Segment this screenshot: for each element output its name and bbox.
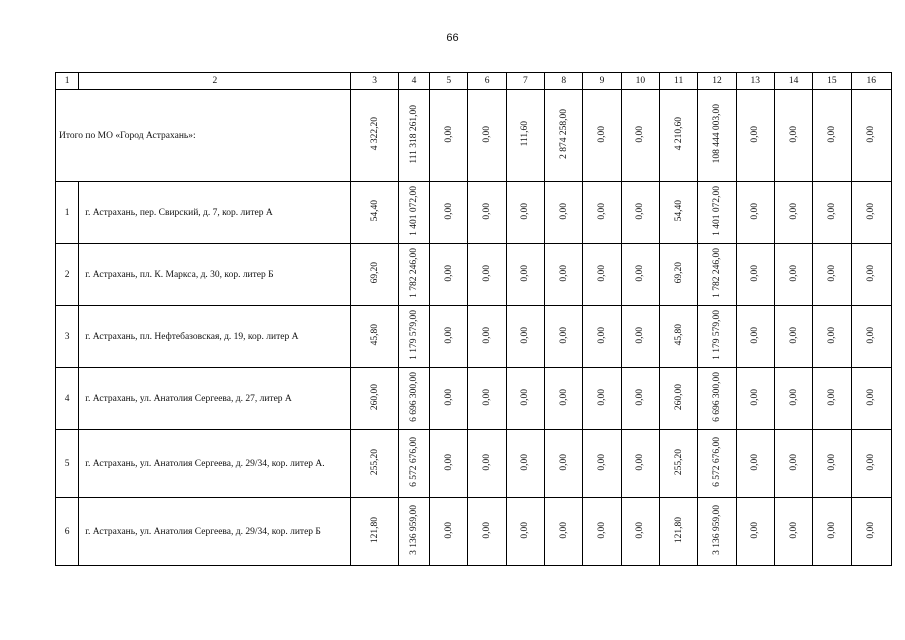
cell-value: 260,00 bbox=[673, 383, 684, 411]
value-cell bbox=[468, 430, 506, 498]
cell-value: 0,00 bbox=[826, 264, 837, 282]
column-number-row bbox=[56, 73, 892, 90]
cell-value: 0,00 bbox=[750, 388, 761, 406]
table-row bbox=[56, 498, 892, 566]
cell-value: 0,00 bbox=[826, 326, 837, 344]
value-cell bbox=[813, 430, 851, 498]
total-value: 111 318 261,00 bbox=[408, 104, 419, 164]
cell-value: 1 401 072,00 bbox=[408, 186, 419, 236]
column-header: 9 bbox=[583, 73, 621, 90]
value-cell bbox=[813, 368, 851, 430]
value-cell bbox=[736, 368, 774, 430]
cell-value: 121,80 bbox=[369, 516, 380, 544]
value-cell bbox=[813, 244, 851, 306]
value-cell bbox=[506, 182, 544, 244]
value-cell bbox=[398, 498, 429, 566]
value-cell bbox=[659, 430, 697, 498]
cell-value: 0,00 bbox=[443, 453, 454, 471]
cell-value: 1 782 246,00 bbox=[711, 248, 722, 298]
value-cell bbox=[468, 306, 506, 368]
total-value: 4 322,20 bbox=[369, 117, 380, 151]
value-cell bbox=[774, 430, 812, 498]
value-cell bbox=[351, 430, 398, 498]
cell-value: 1 401 072,00 bbox=[711, 186, 722, 236]
cell-value: 0,00 bbox=[635, 326, 646, 344]
value-cell bbox=[698, 368, 736, 430]
value-cell bbox=[698, 244, 736, 306]
cell-value: 0,00 bbox=[558, 453, 569, 471]
value-cell bbox=[506, 306, 544, 368]
cell-value: 0,00 bbox=[597, 388, 607, 406]
cell-value: 45,80 bbox=[673, 324, 684, 346]
row-number: 1 bbox=[56, 182, 79, 244]
cell-value: 0,00 bbox=[866, 453, 877, 471]
value-cell bbox=[813, 182, 851, 244]
row-number: 4 bbox=[56, 368, 79, 430]
value-cell bbox=[851, 430, 891, 498]
total-row bbox=[56, 90, 892, 182]
row-number: 5 bbox=[56, 430, 79, 498]
value-cell bbox=[813, 306, 851, 368]
cell-value: 0,00 bbox=[750, 326, 761, 344]
cell-value: 0,00 bbox=[482, 521, 493, 539]
value-cell bbox=[545, 182, 583, 244]
total-value: 0,00 bbox=[482, 125, 493, 143]
address-cell: г. Астрахань, пл. Нефтебазовская, д. 19, кор. литер А bbox=[79, 306, 351, 368]
value-cell bbox=[659, 244, 697, 306]
column-header: 15 bbox=[813, 73, 851, 90]
cell-value: 0,00 bbox=[635, 521, 646, 539]
total-value: 0,00 bbox=[826, 125, 837, 143]
cell-value: 0,00 bbox=[558, 521, 569, 539]
cell-value: 6 696 300,00 bbox=[408, 372, 419, 422]
value-cell bbox=[545, 430, 583, 498]
cell-value: 0,00 bbox=[866, 202, 877, 220]
column-header: 1 bbox=[56, 73, 79, 90]
column-header: 11 bbox=[659, 73, 697, 90]
value-cell bbox=[430, 498, 468, 566]
total-value-cell bbox=[583, 90, 621, 182]
cell-value: 0,00 bbox=[558, 202, 569, 220]
cell-value: 0,00 bbox=[520, 521, 531, 539]
cell-value: 1 179 579,00 bbox=[408, 310, 419, 360]
cell-value: 0,00 bbox=[482, 264, 493, 282]
value-cell bbox=[351, 306, 398, 368]
total-value: 0,00 bbox=[443, 125, 454, 143]
cell-value: 0,00 bbox=[788, 453, 799, 471]
value-cell bbox=[774, 182, 812, 244]
value-cell bbox=[583, 498, 621, 566]
total-value: 0,00 bbox=[750, 125, 761, 143]
cell-value: 3 136 959,00 bbox=[711, 505, 722, 555]
cell-value: 6 696 300,00 bbox=[711, 372, 722, 422]
table-row bbox=[56, 306, 892, 368]
cell-value: 0,00 bbox=[558, 264, 569, 282]
total-value-cell bbox=[430, 90, 468, 182]
value-cell bbox=[430, 182, 468, 244]
total-value-cell bbox=[698, 90, 736, 182]
value-cell bbox=[774, 306, 812, 368]
cell-value: 0,00 bbox=[443, 202, 454, 220]
value-cell bbox=[698, 498, 736, 566]
address-cell: г. Астрахань, пер. Свирский, д. 7, кор. литер А bbox=[79, 182, 351, 244]
value-cell bbox=[583, 430, 621, 498]
value-cell bbox=[698, 430, 736, 498]
total-value-cell bbox=[813, 90, 851, 182]
cell-value: 0,00 bbox=[866, 521, 877, 539]
value-cell bbox=[545, 368, 583, 430]
value-cell bbox=[351, 182, 398, 244]
value-cell bbox=[659, 368, 697, 430]
cell-value: 0,00 bbox=[635, 202, 646, 220]
value-cell bbox=[545, 498, 583, 566]
cell-value: 255,20 bbox=[369, 448, 380, 476]
value-cell bbox=[468, 182, 506, 244]
value-cell bbox=[736, 306, 774, 368]
value-cell bbox=[813, 498, 851, 566]
cell-value: 0,00 bbox=[482, 453, 493, 471]
value-cell bbox=[774, 368, 812, 430]
value-cell bbox=[351, 368, 398, 430]
column-header: 12 bbox=[698, 73, 736, 90]
cell-value: 0,00 bbox=[788, 202, 799, 220]
cell-value: 0,00 bbox=[597, 453, 607, 471]
address-cell: г. Астрахань, пл. К. Маркса, д. 30, кор. литер Б bbox=[79, 244, 351, 306]
value-cell bbox=[545, 244, 583, 306]
value-cell bbox=[659, 498, 697, 566]
cell-value: 1 179 579,00 bbox=[711, 310, 722, 360]
cell-value: 0,00 bbox=[597, 521, 607, 539]
table-row bbox=[56, 430, 892, 498]
cell-value: 0,00 bbox=[443, 264, 454, 282]
cell-value: 0,00 bbox=[826, 202, 837, 220]
cell-value: 3 136 959,00 bbox=[408, 505, 419, 555]
cell-value: 0,00 bbox=[597, 326, 607, 344]
value-cell bbox=[583, 182, 621, 244]
cell-value: 0,00 bbox=[788, 264, 799, 282]
table-row bbox=[56, 244, 892, 306]
total-value: 108 444 003,00 bbox=[711, 104, 722, 164]
value-cell bbox=[621, 498, 659, 566]
cell-value: 0,00 bbox=[866, 326, 877, 344]
cell-value: 1 782 246,00 bbox=[408, 248, 419, 298]
value-cell bbox=[468, 368, 506, 430]
cell-value: 0,00 bbox=[558, 326, 569, 344]
table-row bbox=[56, 182, 892, 244]
cell-value: 0,00 bbox=[558, 388, 569, 406]
register-table bbox=[55, 72, 892, 566]
cell-value: 54,40 bbox=[673, 200, 684, 222]
cell-value: 0,00 bbox=[520, 202, 531, 220]
cell-value: 0,00 bbox=[826, 521, 837, 539]
value-cell bbox=[698, 306, 736, 368]
cell-value: 260,00 bbox=[369, 383, 380, 411]
total-value: 4 210,60 bbox=[673, 117, 684, 151]
cell-value: 0,00 bbox=[520, 326, 531, 344]
cell-value: 121,80 bbox=[673, 516, 684, 544]
total-value-cell bbox=[621, 90, 659, 182]
cell-value: 0,00 bbox=[520, 453, 531, 471]
cell-value: 69,20 bbox=[369, 262, 380, 284]
cell-value: 255,20 bbox=[673, 448, 684, 476]
cell-value: 0,00 bbox=[826, 388, 837, 406]
value-cell bbox=[621, 244, 659, 306]
total-value-cell bbox=[545, 90, 583, 182]
cell-value: 69,20 bbox=[673, 262, 684, 284]
row-number: 2 bbox=[56, 244, 79, 306]
value-cell bbox=[398, 182, 429, 244]
value-cell bbox=[736, 244, 774, 306]
cell-value: 0,00 bbox=[443, 388, 454, 406]
cell-value: 0,00 bbox=[750, 202, 761, 220]
cell-value: 45,80 bbox=[369, 324, 380, 346]
value-cell bbox=[621, 368, 659, 430]
cell-value: 0,00 bbox=[635, 388, 646, 406]
cell-value: 0,00 bbox=[750, 521, 761, 539]
value-cell bbox=[398, 368, 429, 430]
total-value-cell bbox=[659, 90, 697, 182]
column-header: 2 bbox=[79, 73, 351, 90]
column-header: 4 bbox=[398, 73, 429, 90]
total-value: 0,00 bbox=[635, 125, 646, 143]
cell-value: 0,00 bbox=[750, 264, 761, 282]
cell-value: 0,00 bbox=[443, 521, 454, 539]
total-value: 0,00 bbox=[788, 125, 799, 143]
cell-value: 54,40 bbox=[369, 200, 380, 222]
value-cell bbox=[398, 306, 429, 368]
value-cell bbox=[851, 498, 891, 566]
value-cell bbox=[506, 244, 544, 306]
value-cell bbox=[506, 498, 544, 566]
total-label: Итого по МО «Город Астрахань»: bbox=[56, 90, 351, 182]
cell-value: 0,00 bbox=[750, 453, 761, 471]
value-cell bbox=[621, 430, 659, 498]
cell-value: 0,00 bbox=[520, 264, 531, 282]
address-cell: г. Астрахань, ул. Анатолия Сергеева, д. 27, литер А bbox=[79, 368, 351, 430]
cell-value: 0,00 bbox=[597, 264, 607, 282]
table-row bbox=[56, 368, 892, 430]
cell-value: 0,00 bbox=[482, 326, 493, 344]
page-number: 66 bbox=[446, 32, 459, 44]
column-header: 7 bbox=[506, 73, 544, 90]
total-value-cell bbox=[851, 90, 891, 182]
cell-value: 0,00 bbox=[826, 453, 837, 471]
cell-value: 0,00 bbox=[635, 453, 646, 471]
address-cell: г. Астрахань, ул. Анатолия Сергеева, д. 29/34, кор. литер А. bbox=[79, 430, 351, 498]
cell-value: 0,00 bbox=[788, 326, 799, 344]
value-cell bbox=[736, 430, 774, 498]
cell-value: 0,00 bbox=[635, 264, 646, 282]
value-cell bbox=[659, 306, 697, 368]
address-cell: г. Астрахань, ул. Анатолия Сергеева, д. 29/34, кор. литер Б bbox=[79, 498, 351, 566]
total-value-cell bbox=[506, 90, 544, 182]
total-value-cell bbox=[468, 90, 506, 182]
value-cell bbox=[774, 244, 812, 306]
value-cell bbox=[851, 368, 891, 430]
total-value: 111,60 bbox=[520, 121, 531, 147]
cell-value: 0,00 bbox=[443, 326, 454, 344]
column-header: 13 bbox=[736, 73, 774, 90]
cell-value: 6 572 676,00 bbox=[711, 437, 722, 487]
column-header: 5 bbox=[430, 73, 468, 90]
cell-value: 0,00 bbox=[866, 264, 877, 282]
cell-value: 6 572 676,00 bbox=[408, 437, 419, 487]
row-number: 6 bbox=[56, 498, 79, 566]
value-cell bbox=[398, 430, 429, 498]
value-cell bbox=[736, 182, 774, 244]
value-cell bbox=[430, 430, 468, 498]
value-cell bbox=[468, 498, 506, 566]
value-cell bbox=[736, 498, 774, 566]
cell-value: 0,00 bbox=[788, 388, 799, 406]
total-value: 2 874 258,00 bbox=[558, 109, 569, 159]
value-cell bbox=[583, 244, 621, 306]
cell-value: 0,00 bbox=[788, 521, 799, 539]
value-cell bbox=[851, 182, 891, 244]
total-value: 0,00 bbox=[866, 125, 877, 143]
total-value-cell bbox=[736, 90, 774, 182]
total-value: 0,00 bbox=[597, 125, 607, 143]
value-cell bbox=[851, 306, 891, 368]
value-cell bbox=[430, 306, 468, 368]
total-value-cell bbox=[398, 90, 429, 182]
column-header: 10 bbox=[621, 73, 659, 90]
value-cell bbox=[698, 182, 736, 244]
column-header: 6 bbox=[468, 73, 506, 90]
value-cell bbox=[351, 244, 398, 306]
cell-value: 0,00 bbox=[597, 202, 607, 220]
column-header: 16 bbox=[851, 73, 891, 90]
column-header: 3 bbox=[351, 73, 398, 90]
total-value-cell bbox=[351, 90, 398, 182]
value-cell bbox=[430, 244, 468, 306]
value-cell bbox=[774, 498, 812, 566]
value-cell bbox=[506, 368, 544, 430]
value-cell bbox=[468, 244, 506, 306]
value-cell bbox=[506, 430, 544, 498]
value-cell bbox=[659, 182, 697, 244]
total-value-cell bbox=[774, 90, 812, 182]
value-cell bbox=[583, 306, 621, 368]
value-cell bbox=[851, 244, 891, 306]
value-cell bbox=[621, 306, 659, 368]
value-cell bbox=[398, 244, 429, 306]
cell-value: 0,00 bbox=[482, 202, 493, 220]
value-cell bbox=[583, 368, 621, 430]
cell-value: 0,00 bbox=[482, 388, 493, 406]
cell-value: 0,00 bbox=[866, 388, 877, 406]
value-cell bbox=[545, 306, 583, 368]
column-header: 14 bbox=[774, 73, 812, 90]
value-cell bbox=[621, 182, 659, 244]
value-cell bbox=[351, 498, 398, 566]
column-header: 8 bbox=[545, 73, 583, 90]
cell-value: 0,00 bbox=[520, 388, 531, 406]
row-number: 3 bbox=[56, 306, 79, 368]
value-cell bbox=[430, 368, 468, 430]
